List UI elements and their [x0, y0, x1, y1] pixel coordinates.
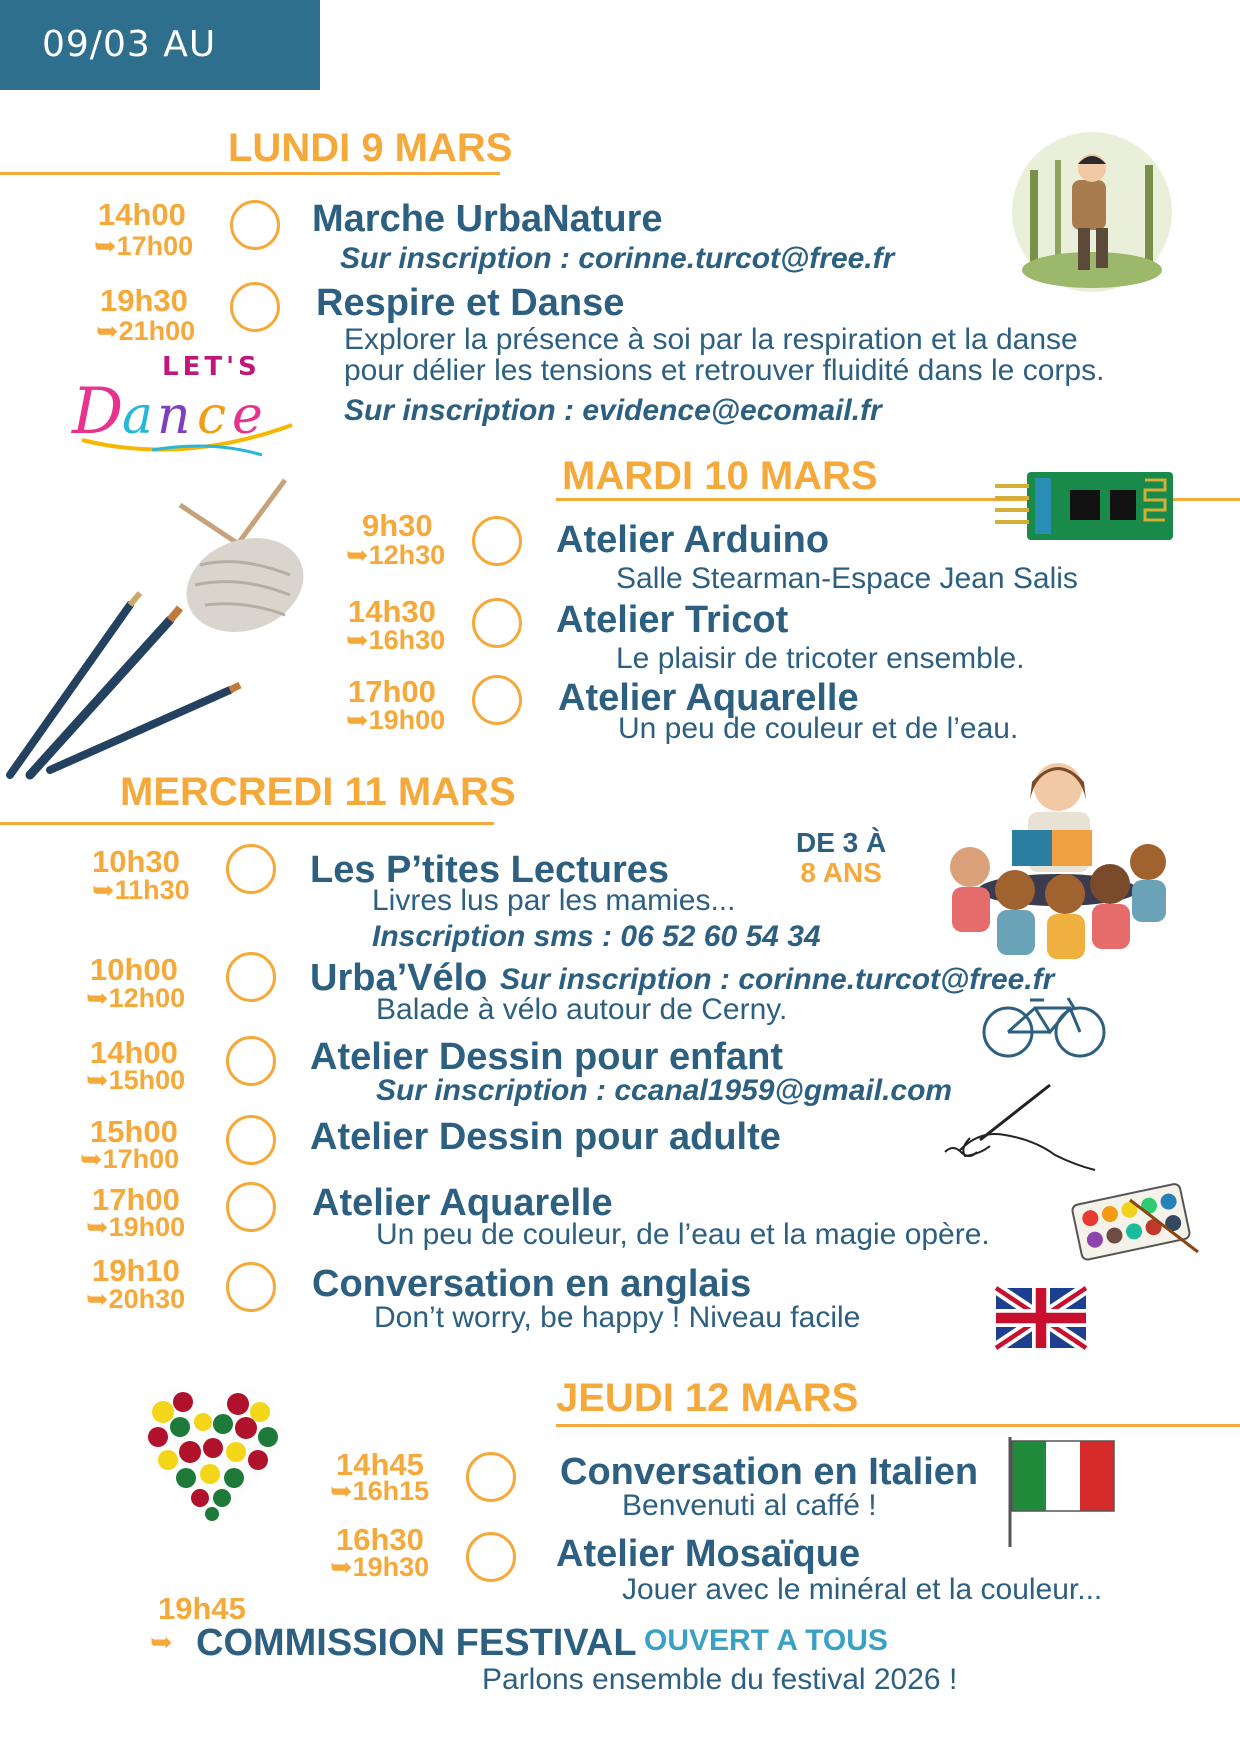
event-checkbox[interactable]	[472, 675, 522, 725]
event-description: Parlons ensemble du festival 2026 !	[482, 1663, 958, 1696]
event-title: Atelier Mosaïque	[556, 1533, 861, 1575]
bicycle-illustration	[980, 990, 1110, 1060]
event-start-time: 16h30	[336, 1522, 424, 1557]
day-underline	[0, 172, 500, 175]
event-end-time: ➥19h30	[330, 1552, 430, 1582]
event-inscription: Sur inscription : ccanal1959@gmail.com	[376, 1074, 953, 1107]
event-start-time: 10h00	[90, 952, 178, 987]
event-title: Atelier Aquarelle	[312, 1182, 613, 1224]
event-checkbox[interactable]	[230, 200, 280, 250]
event-checkbox[interactable]	[226, 1262, 276, 1312]
event-inscription: Inscription sms : 06 52 60 54 34	[372, 920, 821, 953]
event-description: Le plaisir de tricoter ensemble.	[616, 642, 1025, 675]
svg-text:a: a	[122, 386, 154, 446]
date-range-banner: 09/03 AU 15/03	[0, 0, 320, 90]
event-start-time: 14h45	[336, 1447, 424, 1482]
commission-title: COMMISSION FESTIVAL	[196, 1622, 637, 1664]
event-description: pour délier les tensions et retrouver fluidité dans le corps.	[344, 354, 1105, 387]
event-title: Conversation en Italien	[560, 1451, 979, 1493]
open-to-all-badge: OUVERT A TOUS	[644, 1624, 888, 1657]
event-start-time: 17h00	[92, 1182, 180, 1217]
svg-text:n: n	[157, 386, 191, 446]
event-end-time: ➥16h30	[346, 625, 446, 655]
mosaic-heart-illustration	[138, 1382, 288, 1527]
lets-dance-logo	[62, 345, 312, 460]
event-description: Salle Stearman-Espace Jean Salis	[616, 562, 1078, 595]
event-start-time: 19h30	[100, 283, 188, 318]
event-end-time: ➥21h00	[96, 316, 196, 346]
event-checkbox[interactable]	[466, 1532, 516, 1582]
event-start-time: 15h00	[90, 1114, 178, 1149]
event-description: Jouer avec le minéral et la couleur...	[622, 1573, 1103, 1606]
event-end-time: ➥20h30	[86, 1284, 186, 1314]
event-title: Atelier Dessin pour enfant	[310, 1036, 783, 1078]
event-end-time: ➥12h30	[346, 540, 446, 570]
knitting-and-brushes-illustration	[0, 475, 300, 785]
event-title: Atelier Dessin pour adulte	[310, 1116, 781, 1158]
event-checkbox[interactable]	[226, 844, 276, 894]
event-description: Explorer la présence à soi par la respiration et la danse	[344, 323, 1078, 356]
event-description: Un peu de couleur, de l’eau et la magie opère.	[376, 1218, 990, 1251]
hiker-illustration	[1010, 130, 1175, 295]
event-title: Atelier Aquarelle	[558, 677, 859, 719]
event-title: Marche UrbaNature	[312, 198, 663, 240]
day-underline	[0, 822, 494, 825]
svg-text:c: c	[197, 386, 227, 446]
event-inscription: Sur inscription : corinne.turcot@free.fr	[500, 963, 1055, 996]
event-start-time: 10h30	[92, 844, 180, 879]
uk-flag-icon	[996, 1282, 1086, 1354]
event-end-time: ➥19h00	[86, 1212, 186, 1242]
event-start-time: 19h10	[92, 1253, 180, 1288]
event-description: Balade à vélo autour de Cerny.	[376, 993, 788, 1026]
event-end-time: ➥17h00	[94, 231, 194, 261]
day-heading-jeudi: JEUDI 12 MARS	[556, 1376, 859, 1420]
event-title: Atelier Tricot	[556, 599, 789, 641]
event-inscription: Sur inscription : corinne.turcot@free.fr	[340, 242, 895, 275]
event-checkbox[interactable]	[472, 516, 522, 566]
event-checkbox[interactable]	[226, 952, 276, 1002]
day-heading-mercredi: MERCREDI 11 MARS	[120, 770, 516, 814]
italy-flag-icon	[1006, 1435, 1121, 1550]
event-checkbox[interactable]	[226, 1115, 276, 1165]
watercolor-palette-illustration	[1070, 1180, 1200, 1260]
event-end-time: ➥15h00	[86, 1065, 186, 1095]
arrow-icon: ➥	[150, 1627, 173, 1657]
event-end-time: ➥16h15	[330, 1476, 430, 1506]
event-checkbox[interactable]	[466, 1452, 516, 1502]
event-checkbox[interactable]	[230, 282, 280, 332]
event-title: Urba’Vélo	[310, 957, 488, 999]
event-description: Don’t worry, be happy ! Niveau facile	[374, 1301, 861, 1334]
event-checkbox[interactable]	[226, 1182, 276, 1232]
age-badge: DE 3 À 8 ANS	[796, 827, 887, 888]
event-title: Les P’tites Lectures	[310, 849, 670, 891]
event-checkbox[interactable]	[226, 1036, 276, 1086]
event-start-time: 9h30	[362, 508, 433, 543]
event-end-time: ➥11h30	[92, 875, 190, 905]
day-underline	[556, 1424, 1240, 1427]
event-title: Respire et Danse	[316, 282, 625, 324]
event-end-time: ➥12h00	[86, 983, 186, 1013]
event-description: Benvenuti al caffé !	[622, 1489, 877, 1522]
event-inscription: Sur inscription : evidence@ecomail.fr	[344, 394, 882, 427]
drawing-hand-illustration	[940, 1080, 1100, 1170]
event-end-time: ➥17h00	[80, 1144, 180, 1174]
day-heading-mardi: MARDI 10 MARS	[562, 454, 878, 498]
event-start-time: 19h45	[158, 1591, 246, 1626]
event-start-time: 14h30	[348, 594, 436, 629]
event-start-time: 17h00	[348, 674, 436, 709]
event-end-time: ➥19h00	[346, 705, 446, 735]
day-heading-lundi: LUNDI 9 MARS	[228, 126, 513, 170]
event-start-time: 14h00	[90, 1035, 178, 1070]
arduino-board-illustration	[995, 470, 1175, 542]
event-start-time: 14h00	[98, 197, 186, 232]
storytime-illustration	[940, 752, 1170, 967]
event-title: Conversation en anglais	[312, 1263, 752, 1305]
event-checkbox[interactable]	[472, 598, 522, 648]
svg-text:LET'S: LET'S	[162, 352, 261, 382]
event-description: Livres lus par les mamies...	[372, 884, 736, 917]
event-title: Atelier Arduino	[556, 519, 830, 561]
event-description: Un peu de couleur et de l’eau.	[618, 712, 1019, 745]
svg-text:D: D	[72, 375, 124, 449]
svg-text:e: e	[232, 386, 263, 446]
